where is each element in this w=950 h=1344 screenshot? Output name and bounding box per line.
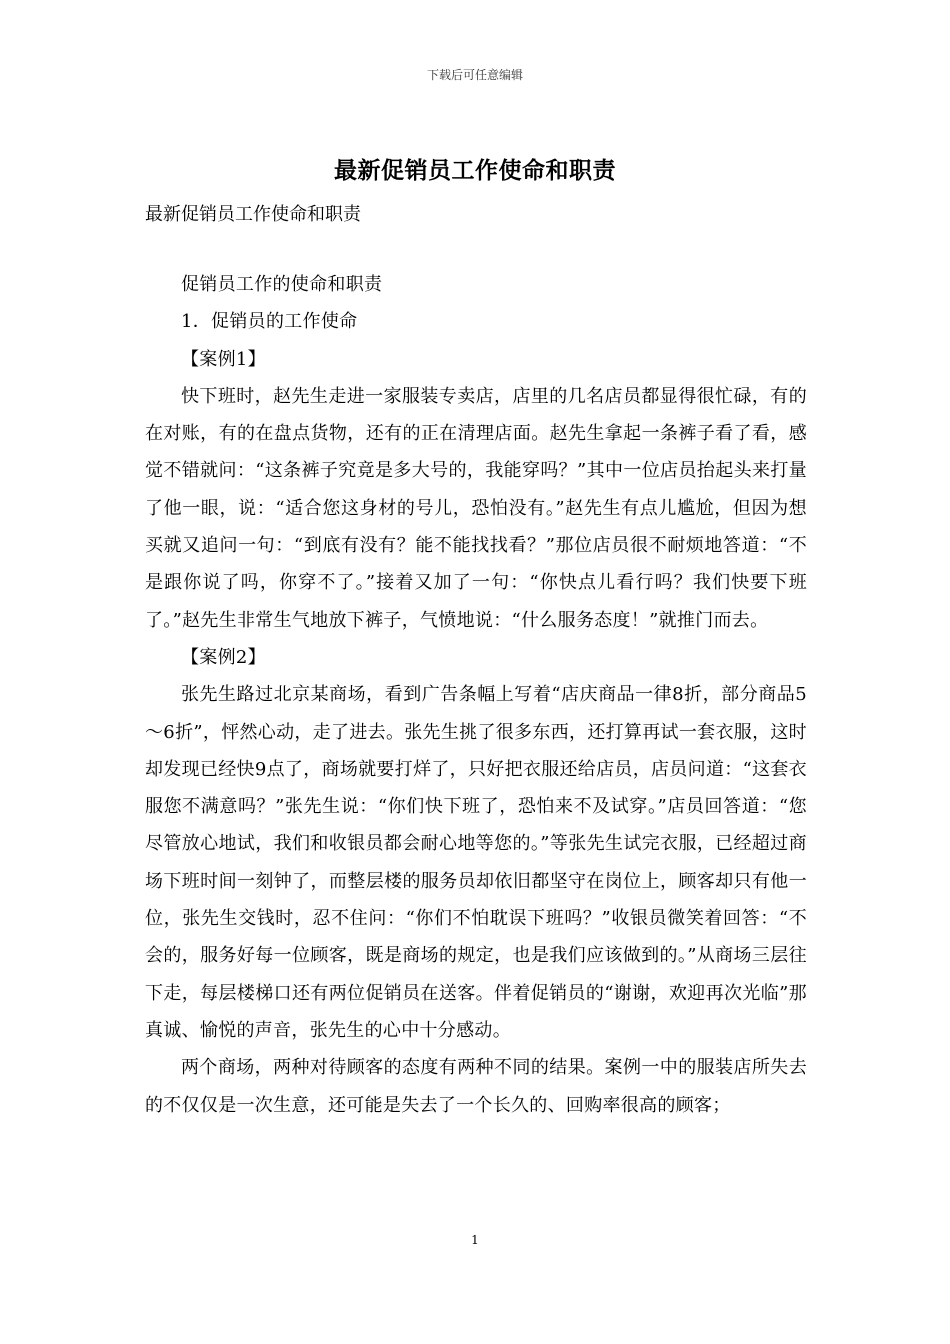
section-heading: 促销员工作的使命和职责 (181, 274, 383, 295)
conclusion-paragraph: 两个商场，两种对待顾客的态度有两种不同的结果。案例一中的服装店所失去的不仅仅是一次生意，还可能是失去了一个长久的、回购率很高的顾客； (145, 1057, 807, 1116)
header-note: 下载后可任意编辑 (426, 68, 523, 82)
case-2-paragraph: 张先生路过北京某商场，看到广告条幅上写着“店庆商品一律8折，部分商品5～6折”，怦然心动，走了进去。张先生挑了很多东西，还打算再试一套衣服，这时却发现已经快9点了，商场就要打烊了，只好把衣服还给店员，店员问道：“这套衣服您不满意吗？”张先生说：“你们快下班了，恐怕来不及试穿。”店员回答道：“您尽管放心地试，我们和收银员都会耐心地等您的。”等张先生试完衣服，已经超过商场下班时间一刻钟了，而整层楼的服务员却依旧都坚守在岗位上，顾客却只有他一位，张先生交钱时，忍不住问：“你们不怕耽误下班吗？”收银员微笑着回答：“不会的，服务好每一位顾客，既是商场的规定，也是我们应该做到的。”从商场三层往下走，每层楼梯口还有两位促销员在送客。伴着促销员的“谢谢，欢迎再次光临”那真诚、愉悦的声音，张先生的心中十分感动。 (145, 684, 807, 1041)
case-1-paragraph: 快下班时，赵先生走进一家服装专卖店，店里的几名店员都显得很忙碌，有的在对账，有的在盘点货物，还有的正在清理店面。赵先生拿起一条裤子看了看，感觉不错就问：“这条裤子究竟是多大号的，我能穿吗？”其中一位店员抬起头来打量了他一眼，说：“适合您这身材的号儿，恐怕没有。”赵先生有点儿尴尬，但因为想买就又追问一句：“到底有没有？能不能找找看？”那位店员很不耐烦地答道：“不是跟你说了吗，你穿不了。”接着又加了一句：“你快点儿看行吗？我们快要下班了。”赵先生非常生气地放下裤子，气愤地说：“什么服务态度！”就推门而去。 (145, 385, 807, 631)
document-subtitle: 最新促销员工作使命和职责 (145, 204, 361, 225)
case-label-2: 【案例2】 (181, 646, 266, 668)
subsection-heading: 1．促销员的工作使命 (181, 311, 358, 333)
case-label-1: 【案例1】 (181, 348, 266, 370)
document-body (145, 266, 807, 1124)
page-number: 1 (471, 1233, 479, 1247)
document-title: 最新促销员工作使命和职责 (334, 157, 616, 184)
